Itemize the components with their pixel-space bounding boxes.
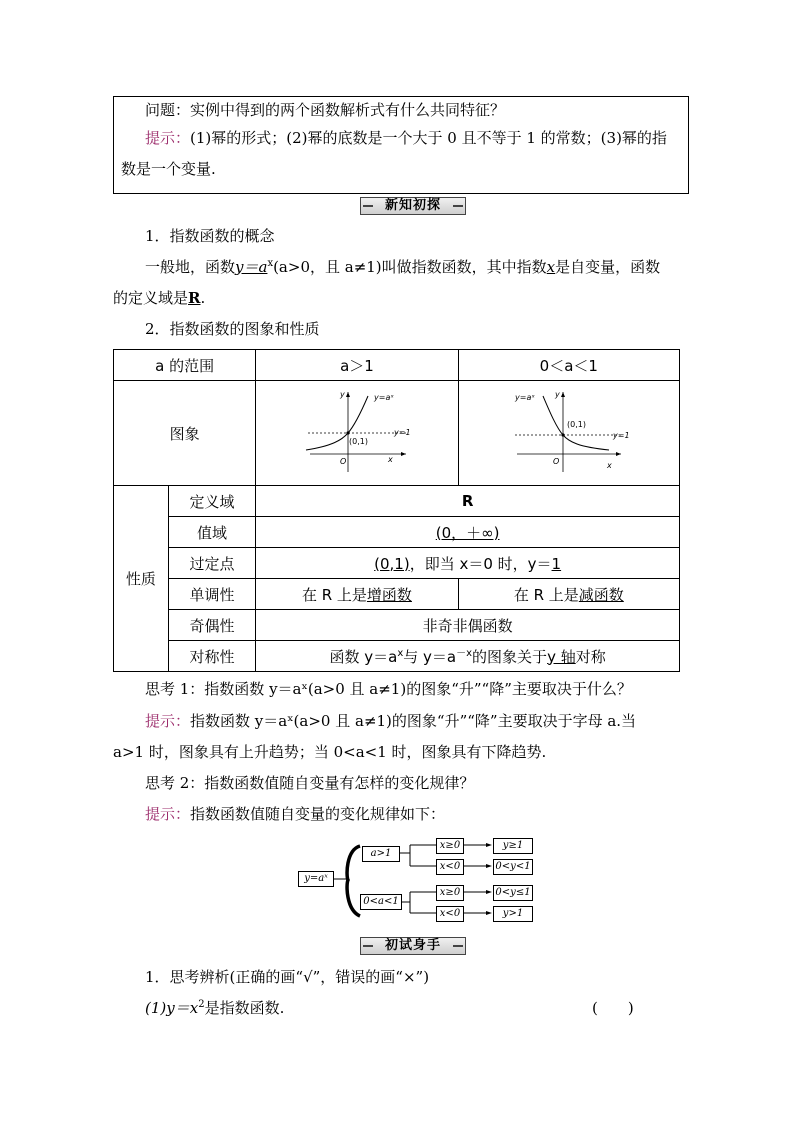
cell-parity-label: 奇偶性 — [168, 610, 256, 641]
flow-a-lt1: 0<a<1 — [360, 894, 402, 910]
cell-props-label: 性质 — [114, 486, 169, 672]
think2-question: 思考 2：指数函数值随自变量有怎样的变化规律？ — [145, 774, 475, 792]
label-line: y=1 — [612, 431, 629, 440]
flow-a-gt1: a>1 — [362, 846, 400, 862]
graph-lt1 — [509, 388, 629, 474]
flow-result-3: 0<y≤1 — [493, 885, 533, 901]
label-origin: O — [552, 457, 560, 466]
label-y: y — [339, 390, 345, 399]
section1-line1: 一般地，函数$y=a^x(a>0$，且 a≠1)叫做指数函数，其中指数x是自变量，函数 — [145, 258, 661, 276]
x-axis-arrow — [401, 452, 406, 456]
think1-question: 思考 1：指数函数 y＝aˣ(a>0 且 a≠1)的图象“升”“降”主要取决于什么？ — [145, 680, 632, 698]
cell-sym-label: 对称性 — [168, 641, 256, 672]
question-text: 问题：实例中得到的两个函数解析式有什么共同特征？ — [145, 101, 506, 119]
cell-range-header: a 的范围 — [114, 350, 256, 381]
banner-first-try: 初试身手 — [360, 937, 466, 955]
cell-gt1-header: a＞1 — [256, 350, 458, 381]
section1-title: 1．指数函数的概念 — [145, 227, 275, 245]
point-0-1 — [346, 431, 349, 434]
flow-result-4: y>1 — [493, 906, 533, 922]
flow-result-2: 0<y<1 — [493, 859, 533, 875]
x-axis-arrow — [616, 452, 621, 456]
cell-domain-label: 定义域 — [168, 486, 256, 517]
exercise-title: 1．思考辨析(正确的画“√”，错误的画“×”) — [145, 968, 430, 986]
cell-graph-lt1 — [458, 381, 679, 486]
cell-mono-gt1: 在 R 上是增函数 — [256, 579, 458, 610]
flow-brace — [347, 846, 360, 916]
banner-new-knowledge: 新知初探 — [360, 197, 466, 215]
cell-lt1-header: 0＜a＜1 — [458, 350, 679, 381]
label-curve: y=aˣ — [514, 393, 535, 402]
flow-diagram — [290, 836, 536, 926]
point-0-1 — [561, 433, 564, 436]
cell-range-label: 值域 — [168, 517, 256, 548]
flow-x-ge0-1: x≥0 — [436, 838, 464, 854]
label-origin: O — [339, 457, 347, 466]
cell-parity-value: 非奇非偶函数 — [256, 610, 680, 641]
label-curve: y=aˣ — [373, 393, 394, 402]
cell-mono-lt1: 在 R 上是减函数 — [458, 579, 679, 610]
section1-line2: 的定义域是R. — [113, 289, 206, 307]
cell-graph-label: 图象 — [114, 381, 256, 486]
flow-x-lt0-1: x<0 — [436, 859, 464, 875]
cell-graph-gt1 — [256, 381, 458, 486]
cell-domain-value: R — [256, 486, 680, 517]
cell-sym-value: 函数 $y=a^x$与 $y=a^{-x}$的图象关于y 轴对称 — [256, 641, 680, 672]
properties-table — [113, 349, 680, 672]
label-y: y — [554, 390, 560, 399]
label-x: x — [387, 455, 393, 464]
label-point: (0,1) — [348, 437, 368, 446]
exercise-item-1: $(1)y=x^2$是指数函数. — [145, 999, 285, 1017]
flow-root: y=aˣ — [298, 871, 334, 887]
cell-range-value: (0，＋∞) — [256, 517, 680, 548]
flow-x-lt0-2: x<0 — [436, 906, 464, 922]
think2-hint: 提示：指数函数值随自变量的变化规律如下： — [145, 805, 446, 823]
question-hint-line1: 提示：(1)幂的形式；(2)幂的底数是一个大于 0 且不等于 1 的常数；(3)幂的指 — [145, 129, 667, 147]
graph-gt1 — [302, 388, 412, 474]
flow-result-1: y≥1 — [493, 838, 533, 854]
question-hint-line2: 数是一个变量. — [121, 160, 216, 178]
think1-hint-line2: a>1 时，图象具有上升趋势；当 0<a<1 时，图象具有下降趋势. — [113, 743, 547, 761]
label-line: y=1 — [393, 428, 411, 437]
think1-hint-line1: 提示：指数函数 y＝aˣ(a>0 且 a≠1)的图象“升”“降”主要取决于字母 a.当 — [145, 712, 637, 730]
exercise-answer-paren[interactable]: ( ) — [592, 999, 634, 1017]
flow-x-ge0-2: x≥0 — [436, 885, 464, 901]
section2-title: 2．指数函数的图象和性质 — [145, 320, 320, 338]
label-x: x — [606, 461, 612, 470]
y-axis-arrow — [561, 392, 565, 397]
label-point: (0,1) — [566, 420, 586, 429]
cell-point-value: (0,1)，即当 x＝0 时，y＝1 — [256, 548, 680, 579]
cell-point-label: 过定点 — [168, 548, 256, 579]
y-axis-arrow — [346, 392, 350, 397]
cell-mono-label: 单调性 — [168, 579, 256, 610]
